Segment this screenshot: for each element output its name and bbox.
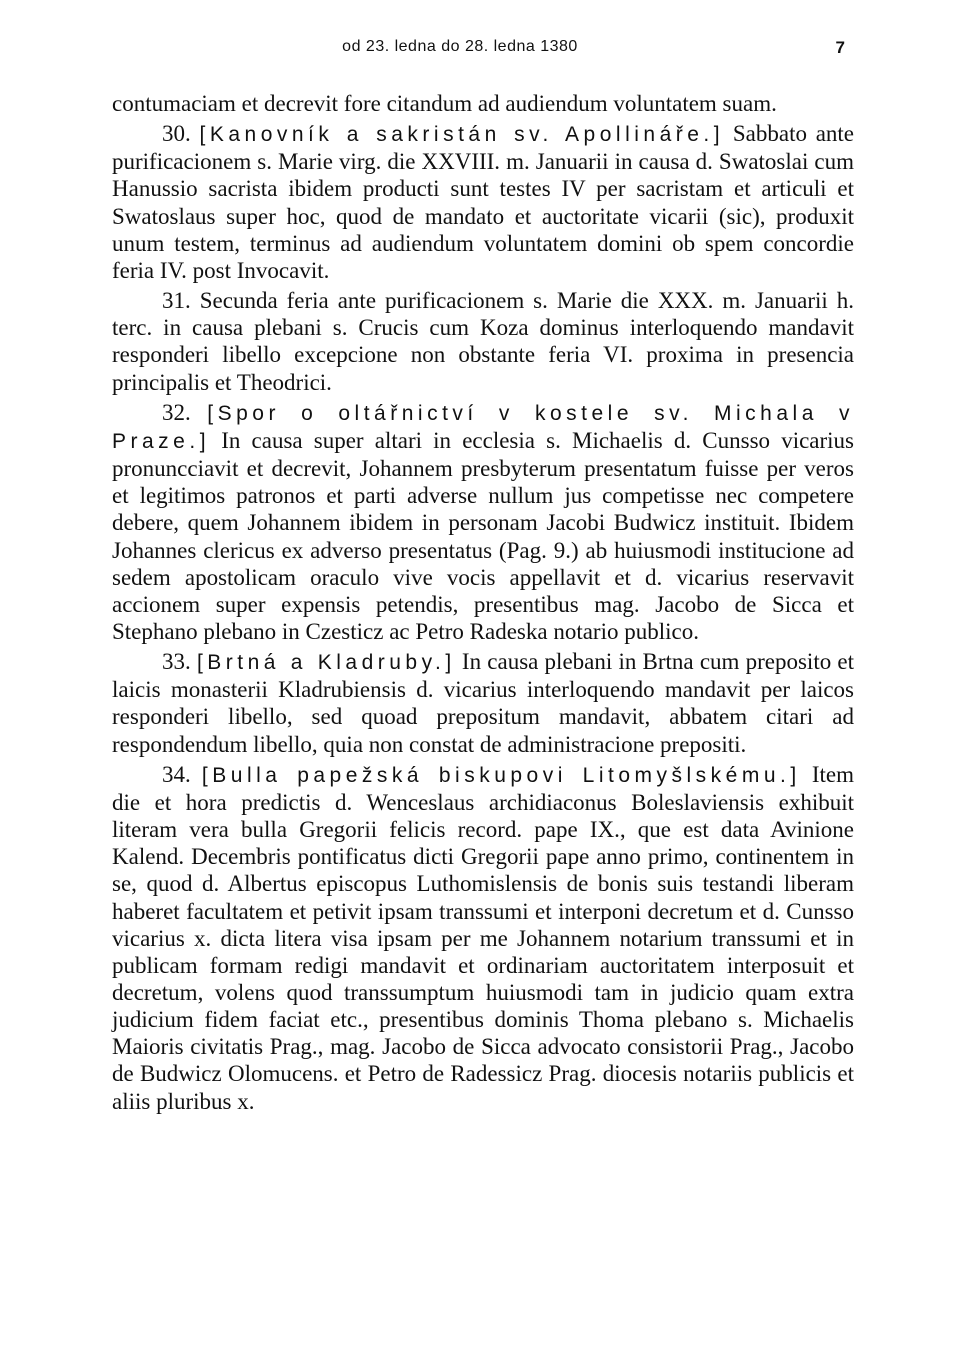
entry-text: In causa super altari in ecclesia s. Michaelis d. Cunsso vicarius pronuncciavit et decrevit, Johannem presbyterum presentatum fuisse per veros et legitimos patronos et parti adverse nullum jus competisse nec competere debere, quem Johannem ibidem in personam Jacobi Budwicz instituit. Ibidem Johannes clericus ex adverso presentatus (Pag. 9.) ab huiusmodi institucione ad sedem apostolicam oraculo vive vocis appellavit et d. vicarius reservavit accionem super expensis petendis, presentibus mag. Jacobo de Sicca et Stephano plebano in Czesticz ac Petro Radeska notario publico.: [112, 427, 854, 644]
entry-33: [112, 648, 854, 758]
body-text: [112, 90, 854, 1118]
entry-number: 32.: [162, 399, 191, 425]
entry-text: Sabbato ante purificacionem s. Marie virg. die XXVIII. m. Januarii in causa d. Swatoslai cum Hanussio sacrista ibidem producti sunt testes IV per sacristam et articuli et Swatoslaus super hoc, quod de mandato et auctoritate vicarii (sic), produxit unum testem, terminus ad audiendum voluntatem domini ob spem concordie feria IV. post Invocavit.: [112, 121, 855, 283]
paragraph-continuation: [112, 90, 854, 117]
entry-34: [112, 761, 854, 1115]
entry-31: [112, 287, 854, 396]
entry-heading: [Bulla papežská biskupovi Litomyšlskému.]: [201, 763, 801, 787]
entry-heading: [Spor o oltářnictví v kostele sv. Michala v Praze.]: [112, 401, 854, 453]
entry-text: In causa plebani in Brtna cum preposito et laicis monasterii Kladrubiensis d. vicarius interloquendo mandavit per laicos responderi libello, sed quoad prepositum mandavit, abbatem citari ad respondendum libello, quia non constat de administracione prepositi.: [112, 649, 855, 757]
entry-number: 30.: [162, 121, 191, 147]
entry-number: 34.: [162, 761, 191, 787]
entry-heading: [Brtná a Kladruby.]: [196, 651, 456, 675]
entry-text: Secunda feria ante purificacionem s. Marie die XXX. m. Januarii h. terc. in causa plebani s. Crucis cum Koza dominus interloquendo mandavit responderi libello excepcione non obstante feria VI. proxima in presencia principalis et Theodrici.: [112, 288, 855, 395]
entry-text: Item die et hora predictis d. Wenceslaus archidiaconus Boleslaviensis exhibuit literam vera bulla Gregorii felicis record. pape IX., que est data Avinione Kalend. Decembris pontificatus dicti Gregorii pape anno primo, continentem in se, quod d. Albertus episcopus Luthomislensis de bonis suis testandi liberam haberet facultatem et petivit ipsam transsumi et interponi decretum et d. Cunsso vicarius x. dicta litera visa ipsam per me Johannem notarium transsumi et in publicam formam redigi mandavit et ordinariam auctoritatem interposuit et decretum, volens quod transsumptum huiusmodi tam in judicio quam extra judicium fidem faciat etc., presentibus dominis Thoma plebano s. Michaelis Maioris civitatis Prag., mag. Jacobo de Sicca advocato consistorii Prag., Jacobo de Budwicz Olomucens. et Petro de Radessicz Prag. diocesis notariis publicis et aliis pluribus x.: [112, 761, 855, 1114]
entry-30: [112, 120, 854, 284]
entry-number: 33.: [162, 649, 191, 675]
running-header: od 23. ledna do 28. ledna 1380: [342, 38, 578, 55]
page-number: 7: [835, 38, 845, 57]
entry-heading: [Kanovník a sakristán sv. Apollináře.]: [199, 123, 725, 147]
entry-32: [112, 399, 854, 645]
paragraph-text: contumaciam et decrevit fore citandum ad audiendum voluntatem suam.: [112, 91, 777, 116]
entry-number: 31.: [162, 288, 191, 314]
